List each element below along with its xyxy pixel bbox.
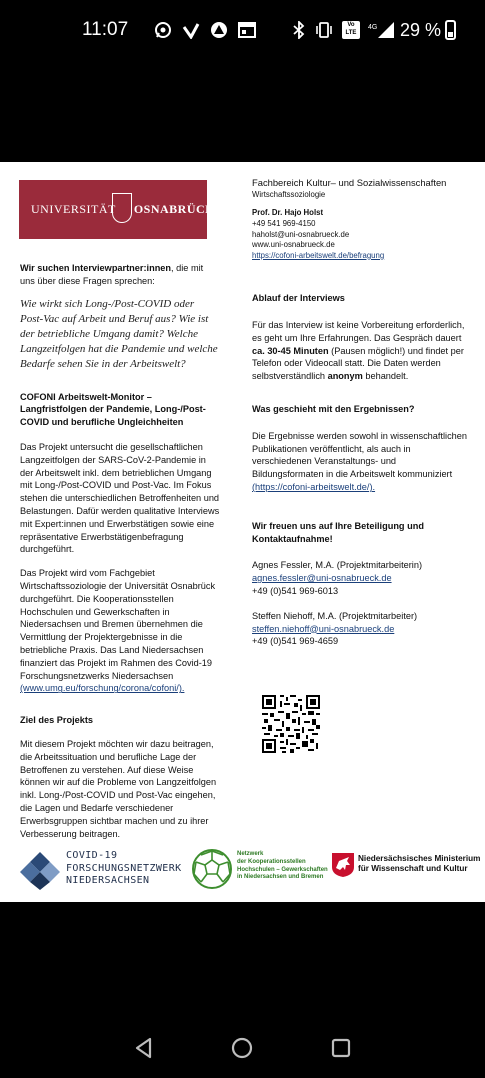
netzwerk-line-2: der Kooperationsstellen [237,858,306,865]
professor-email: haholst@uni-osnabrueck.de [252,229,350,239]
results-link[interactable]: (https://cofoni-arbeitswelt.de/). [252,481,376,492]
recents-icon[interactable] [331,1038,351,1058]
covid-line-2: FORSCHUNGSNETZWERK [66,862,182,874]
ministerium-line-1: Niedersächsisches Ministerium [358,854,481,863]
ministerium-logo [331,848,485,890]
steffen-email[interactable]: steffen.niehoff@uni-osnabrueck.de [252,623,395,634]
battery-percent: 29 % [400,20,442,40]
project-description: Das Projekt untersucht die gesellschaftlichen Langzeitfolgen der SARS-CoV-2-Pandemie in der Arbeitswelt inkl. dem betrieblichen Umgang mit Long-/Post-COVID und Post-Vac. Im Fokus stehen die unterschiedlichen Betroffenheiten und Belastungen. Dafür werden qualitative Interviews mit Expert:innen und Erwerbstätigen sowie eine repräsentative Erwerbstätigenbefragung durchgeführt. [20,441,220,555]
department: Fachbereich Kultur– und Sozialwissenschaften [252,177,447,188]
signal-icon [368,21,396,39]
vinted-icon [182,21,200,39]
system-icons [292,21,396,39]
covid-line-3: NIEDERSACHSEN [66,875,150,886]
app-icon [210,21,228,39]
status-time: 11:07 [82,19,129,40]
header-contact [252,177,470,261]
lower-saxony-crest-icon [331,852,355,878]
university-web: www.uni-osnabrueck.de [252,240,335,250]
survey-link[interactable]: https://cofoni-arbeitswelt.de/befragung [252,250,385,260]
svg-text:4G: 4G [368,24,378,31]
professor-name: Prof. Dr. Hajo Holst [252,208,324,218]
android-navigation-bar [0,1010,485,1078]
interview-heading: Ablauf der Interviews [252,293,345,304]
calendar-icon [238,21,256,39]
status-bar [0,0,485,64]
back-icon[interactable] [134,1037,154,1059]
agnes-email[interactable]: agnes.fessler@uni-osnabrueck.de [252,573,392,584]
interview-text: Für das Interview ist keine Vorbereitung erforderlich, es geht um Ihre Erfahrungen. Das Gespräch dauert ca. 30-45 Minuten (Pausen möglich!) und findet per Telefon oder Videocall statt. Die Daten werden selbstverständlich anonym behandelt. [252,319,465,382]
qr-code-icon[interactable] [262,695,320,753]
kooperationsstellen-logo [191,848,331,890]
research-questions: Wie wirkt sich Long-/Post-COVID oder Post-Vac auf Arbeit und Beruf aus? Wie ist der betriebliche Umgang damit? Welche Langzeitfolgen hat die Pandemie und welche Bedarfe sehen Sie in der Arbeitswelt? [20,297,218,370]
vibrate-icon [314,21,334,39]
project-funding: Das Projekt wird vom Fachgebiet Wirtschaftssoziologie der Universität Osnabrück durchgeführt. Die Kooperationsstellen Hochschulen und Gewerkschaften in Niedersachsen und Bremen übernehmen die Vermittlung der Projektergebnisse in die betriebliche Praxis. Das Land Niedersachsen finanziert das Projekt im Rahmen des Covid-19 Forschungsnetzwerks Niedersachsen (www.umg.eu/forschung/corona/cofoni/). [20,568,216,694]
logo-text-b: OSNABRÜCK [133,202,216,216]
goal-heading: Ziel des Projekts [20,715,94,726]
left-column [20,262,220,840]
netzwerk-line-1: Netzwerk [237,851,264,857]
cofoni-link[interactable]: (www.umg.eu/forschung/corona/cofoni/). [20,683,185,694]
results-text: Die Ergebnisse werden sowohl in wissenschaftlichen Publikationen veröffentlicht, als auch in verschiedenen Veranstaltungs- und Bildungsformaten in die Arbeitswelt kommuniziert (https://cofoni-arbeitswelt.de/). [252,430,467,492]
contact-agnes: Agnes Fessler, M.A. (Projektmitarbeiterin) agnes.fessler@uni-osnabrueck.de +49 (0)541 969-6013 [252,560,423,596]
sub-department: Wirtschaftssoziologie [252,189,326,199]
project-title: COFONI Arbeitswelt-Monitor – Langfristfolgen der Pandemie, Long-/Post-COVID und berufliche Ungleichheiten [20,391,206,428]
fullerene-network-icon [191,848,233,890]
results-heading: Was geschieht mit den Ergebnissen? [252,403,415,414]
covid-network-logo [20,848,190,890]
home-icon[interactable] [231,1037,253,1059]
flyer-document [0,162,485,902]
professor-phone: +49 541 969-4150 [252,218,316,228]
goal-text: Mit diesem Projekt möchten wir dazu beitragen, die Arbeitssituation und berufliche Lage der Betroffenen zu verstehen. Auf diese Weise können wir auf die Probleme von Langzeitfolgen inkl. Long-/Post-COVID und Post-Vac eingehen, die Lagen und Bedarfe verschiedener Erwerbsgruppen sichtbar machen und zu ihrer Verbesserung beitragen. [20,738,217,839]
volte-icon: Vo LTE [342,21,360,39]
battery-icon [445,20,456,40]
bluetooth-icon [292,21,306,39]
whatsapp-icon [154,21,172,39]
covid-line-1: COVID-19 [66,850,118,861]
university-logo [19,180,216,239]
netzwerk-line-4: in Niedersachsen und Bremen [237,874,324,881]
right-column [252,283,470,648]
ministerium-line-2: für Wissenschaft und Kultur [358,864,468,873]
contact-heading: Wir freuen uns auf Ihre Beteiligung und Kontaktaufnahme! [252,520,424,544]
contact-steffen: Steffen Niehoff, M.A. (Projektmitarbeiter) steffen.niehoff@uni-osnabrueck.de +49 (0)541 969-4659 [252,610,418,647]
diamond-network-icon [20,850,60,890]
netzwerk-line-3: Hochschulen – Gewerkschaften [237,866,328,873]
intro-text: Wir suchen Interviewpartner:innen, die mit uns über diese Fragen sprechen: [20,263,204,286]
logo-text-a: UNIVERSITÄT [31,202,116,216]
notification-icons [154,21,256,39]
